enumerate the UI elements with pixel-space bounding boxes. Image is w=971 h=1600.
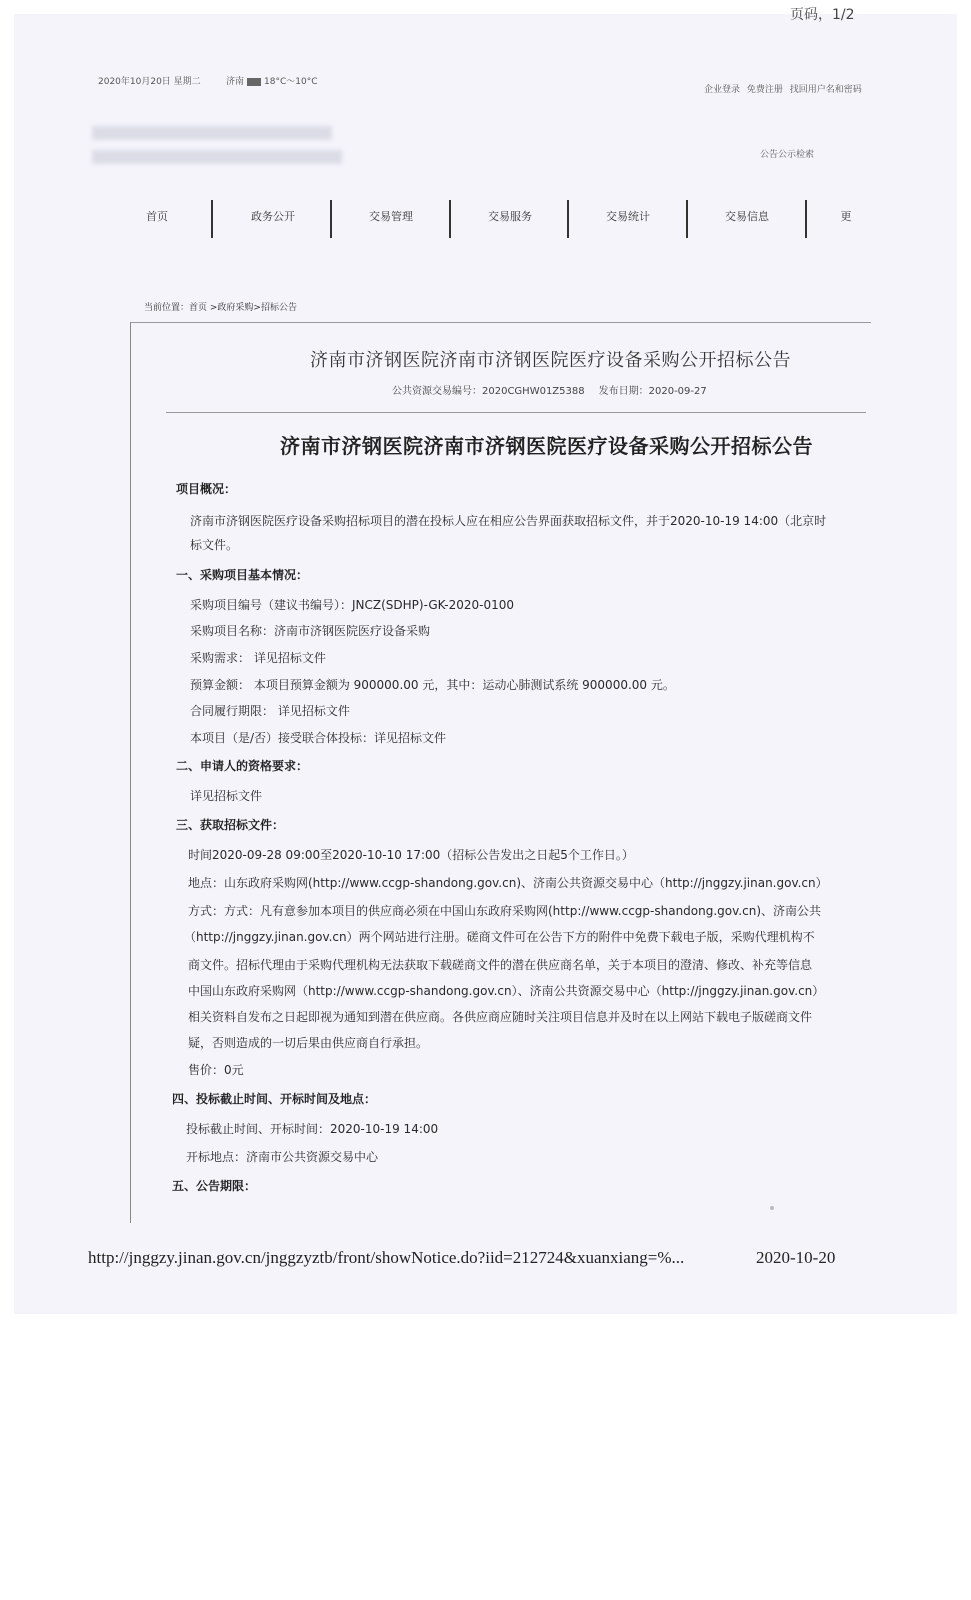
site-date: 2020年10月20日 星期二 — [98, 77, 201, 87]
section-3-line: 中国山东政府采购网（http://www.ccgp-shandong.gov.cn）、济南公共资源交易中心（http://jnggzy.jinan.gov.cn） — [188, 984, 825, 998]
section-5-heading: 五、公告期限： — [172, 1179, 257, 1193]
overview-heading: 项目概况： — [176, 482, 237, 496]
section-1-line: 本项目（是/否）接受联合体投标：详见招标文件 — [190, 731, 447, 745]
print-footer-date: 2020-10-20 — [756, 1248, 836, 1267]
section-3-line: 地点：山东政府采购网(http://www.ccgp-shandong.gov.cn)、济南公共资源交易中心（http://jnggzy.jinan.gov.cn） — [188, 876, 828, 890]
nav-item-government-affairs[interactable]: 政务公开 — [251, 210, 295, 223]
register-link[interactable]: 免费注册 — [746, 85, 783, 95]
section-3-line: 相关资料自发布之日起即视为通知到潜在供应商。各供应商应随时关注项目信息并及时在以上网站下载电子版磋商文件 — [188, 1010, 813, 1024]
section-1-line: 预算金额： 本项目预算金额为 900000.00 元，其中：运动心肺测试系统 900000.00 元。 — [190, 678, 675, 692]
section-1-heading: 一、采购项目基本情况： — [176, 568, 309, 582]
section-4-line: 开标地点：济南市公共资源交易中心 — [186, 1150, 379, 1164]
scan-speck — [770, 1206, 774, 1210]
print-footer-url: http://jnggzy.jinan.gov.cn/jnggzyztb/front/showNotice.do?iid=212724&xuanxiang=%... — [88, 1248, 685, 1267]
recover-account-link[interactable]: 找回用户名和密码 — [789, 85, 862, 95]
section-3-heading: 三、获取招标文件： — [176, 818, 285, 832]
section-1-line: 采购需求： 详见招标文件 — [190, 651, 326, 665]
weather-temp: 18°C～10°C — [264, 77, 318, 87]
nav-item-home[interactable]: 首页 — [146, 210, 168, 223]
notice-search-link[interactable]: 公告公示检索 — [760, 150, 815, 160]
section-3-line: （http://jnggzy.jinan.gov.cn）两个网站进行注册。磋商文件可在公告下方的附件中免费下载电子版，采购代理机构不 — [184, 930, 815, 944]
nav-item-more[interactable]: 更 — [840, 210, 852, 223]
weather-city: 济南 — [226, 77, 245, 87]
article-main-title: 济南市济钢医院济南市济钢医院医疗设备采购公开招标公告 — [280, 434, 813, 458]
section-3-line: 疑，否则造成的一切后果由供应商自行承担。 — [188, 1036, 429, 1050]
publish-date: 发布日期：2020-09-27 — [598, 386, 707, 397]
overview-line: 济南市济钢医院医疗设备采购招标项目的潜在投标人应在相应公告界面获取招标文件，并于2020-10-19 14:00（北京时 — [190, 514, 827, 528]
section-4-heading: 四、投标截止时间、开标时间及地点： — [172, 1092, 377, 1106]
serial-number: 公共资源交易编号：2020CGHW01Z5388 — [392, 386, 585, 397]
article-header-title: 济南市济钢医院济南市济钢医院医疗设备采购公开招标公告 — [310, 350, 791, 371]
section-3-line: 商文件。招标代理由于采购代理机构无法获取下载磋商文件的潜在供应商名单，关于本项目的澄清、修改、补充等信息 — [188, 958, 813, 972]
nav-item-trade-statistics[interactable]: 交易统计 — [606, 210, 650, 223]
nav-item-trade-management[interactable]: 交易管理 — [369, 210, 413, 223]
section-1-line: 采购项目名称：济南市济钢医院医疗设备采购 — [190, 624, 431, 638]
page-indicator: 页码，1/2 — [790, 7, 855, 23]
section-3-line: 售价：0元 — [188, 1063, 244, 1077]
breadcrumb: 当前位置：首页 >政府采购>招标公告 — [144, 303, 297, 313]
section-3-line: 方式：方式：凡有意参加本项目的供应商必须在中国山东政府采购网(http://www.ccgp-shandong.gov.cn)、济南公共 — [188, 904, 822, 918]
section-2-heading: 二、申请人的资格要求： — [176, 759, 309, 773]
nav-item-trade-info[interactable]: 交易信息 — [725, 210, 769, 223]
section-3-line: 时间2020-09-28 09:00至2020-10-10 17:00（招标公告发出之日起5个工作日。） — [188, 848, 634, 862]
section-4-line: 投标截止时间、开标时间：2020-10-19 14:00 — [186, 1122, 439, 1136]
enterprise-login-link[interactable]: 企业登录 — [704, 85, 741, 95]
overview-line: 标文件。 — [190, 538, 239, 552]
section-2-line: 详见招标文件 — [190, 789, 263, 803]
section-1-line: 采购项目编号（建议书编号）：JNCZ(SDHP)-GK-2020-0100 — [190, 598, 515, 612]
section-1-line: 合同履行期限： 详见招标文件 — [190, 704, 350, 718]
nav-item-trade-service[interactable]: 交易服务 — [488, 210, 532, 223]
